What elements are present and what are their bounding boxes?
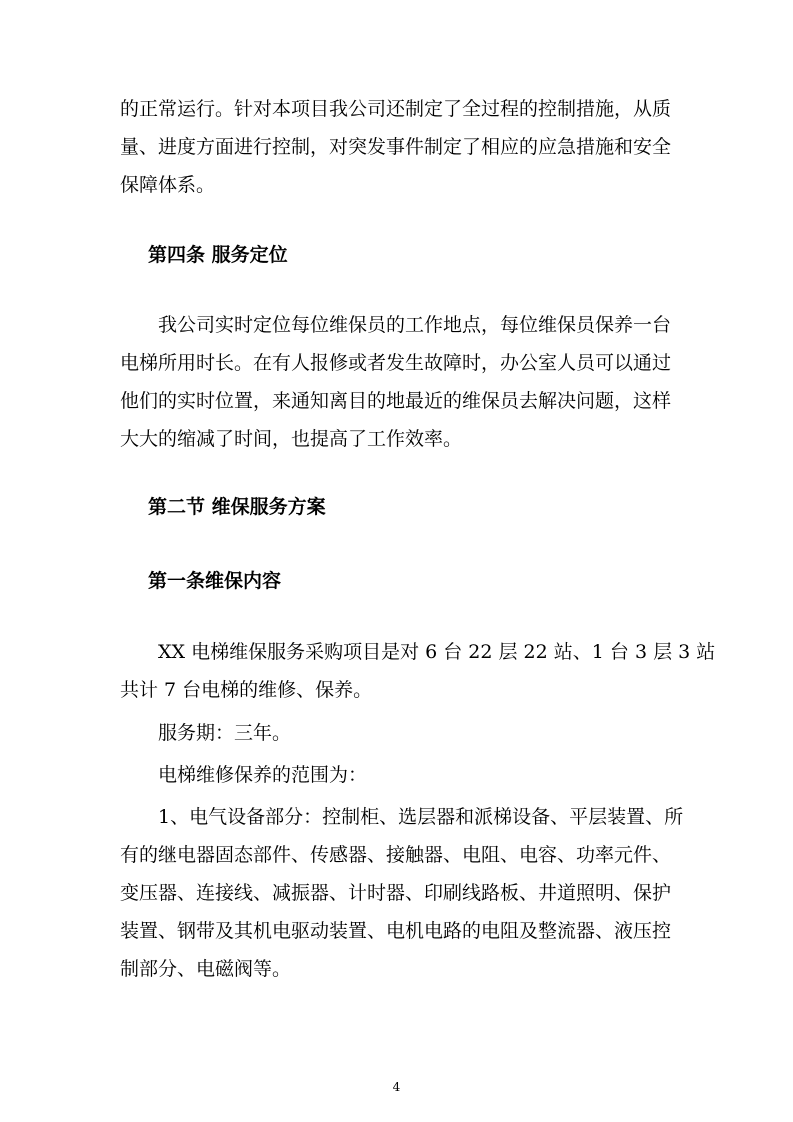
text-line: 保障体系。 bbox=[120, 174, 216, 196]
text-line: 的正常运行。针对本项目我公司还制定了全过程的控制措施，从质 bbox=[120, 98, 672, 120]
text-line: 装置、钢带及其机电驱动装置、电机电路的电阻及整流器、液压控 bbox=[120, 920, 672, 942]
text-line: 他们的实时位置，来通知离目的地最近的维保员去解决问题，这样 bbox=[120, 390, 672, 412]
text-line: XX 电梯维保服务采购项目是对 6 台 22 层 22 站、1 台 3 层 3 站 bbox=[158, 641, 716, 663]
paragraph-electrical-equipment bbox=[120, 798, 684, 988]
text-line: 1、电气设备部分：控制柜、选层器和派梯设备、平层装置、所 bbox=[158, 806, 684, 828]
text-line: 有的继电器固态部件、传感器、接触器、电阻、电容、功率元件、 bbox=[120, 844, 672, 866]
page-number: 4 bbox=[392, 1080, 401, 1094]
heading-article-4: 第四条 服务定位 bbox=[148, 244, 288, 266]
text-line: 变压器、连接线、减振器、计时器、印刷线路板、井道照明、保护 bbox=[120, 882, 672, 904]
service-period: 服务期：三年。 bbox=[158, 722, 292, 744]
text-line: 共计 7 台电梯的维修、保养。 bbox=[120, 679, 373, 701]
paragraph-project-scope bbox=[120, 633, 716, 709]
text-line: 制部分、电磁阀等。 bbox=[120, 958, 292, 980]
maintenance-range-intro: 电梯维修保养的范围为： bbox=[158, 764, 368, 786]
text-line: 电梯所用时长。在有人报修或者发生故障时，办公室人员可以通过 bbox=[120, 352, 672, 374]
heading-article-1: 第一条维保内容 bbox=[148, 570, 282, 592]
paragraph-intro bbox=[120, 90, 680, 204]
text-line: 大大的缩减了时间，也提高了工作效率。 bbox=[120, 428, 463, 450]
paragraph-service-location bbox=[120, 306, 680, 458]
heading-section-2: 第二节 维保服务方案 bbox=[148, 496, 326, 518]
text-line: 量、进度方面进行控制，对突发事件制定了相应的应急措施和安全 bbox=[120, 136, 672, 158]
text-line: 我公司实时定位每位维保员的工作地点，每位维保员保养一台 bbox=[158, 314, 672, 336]
